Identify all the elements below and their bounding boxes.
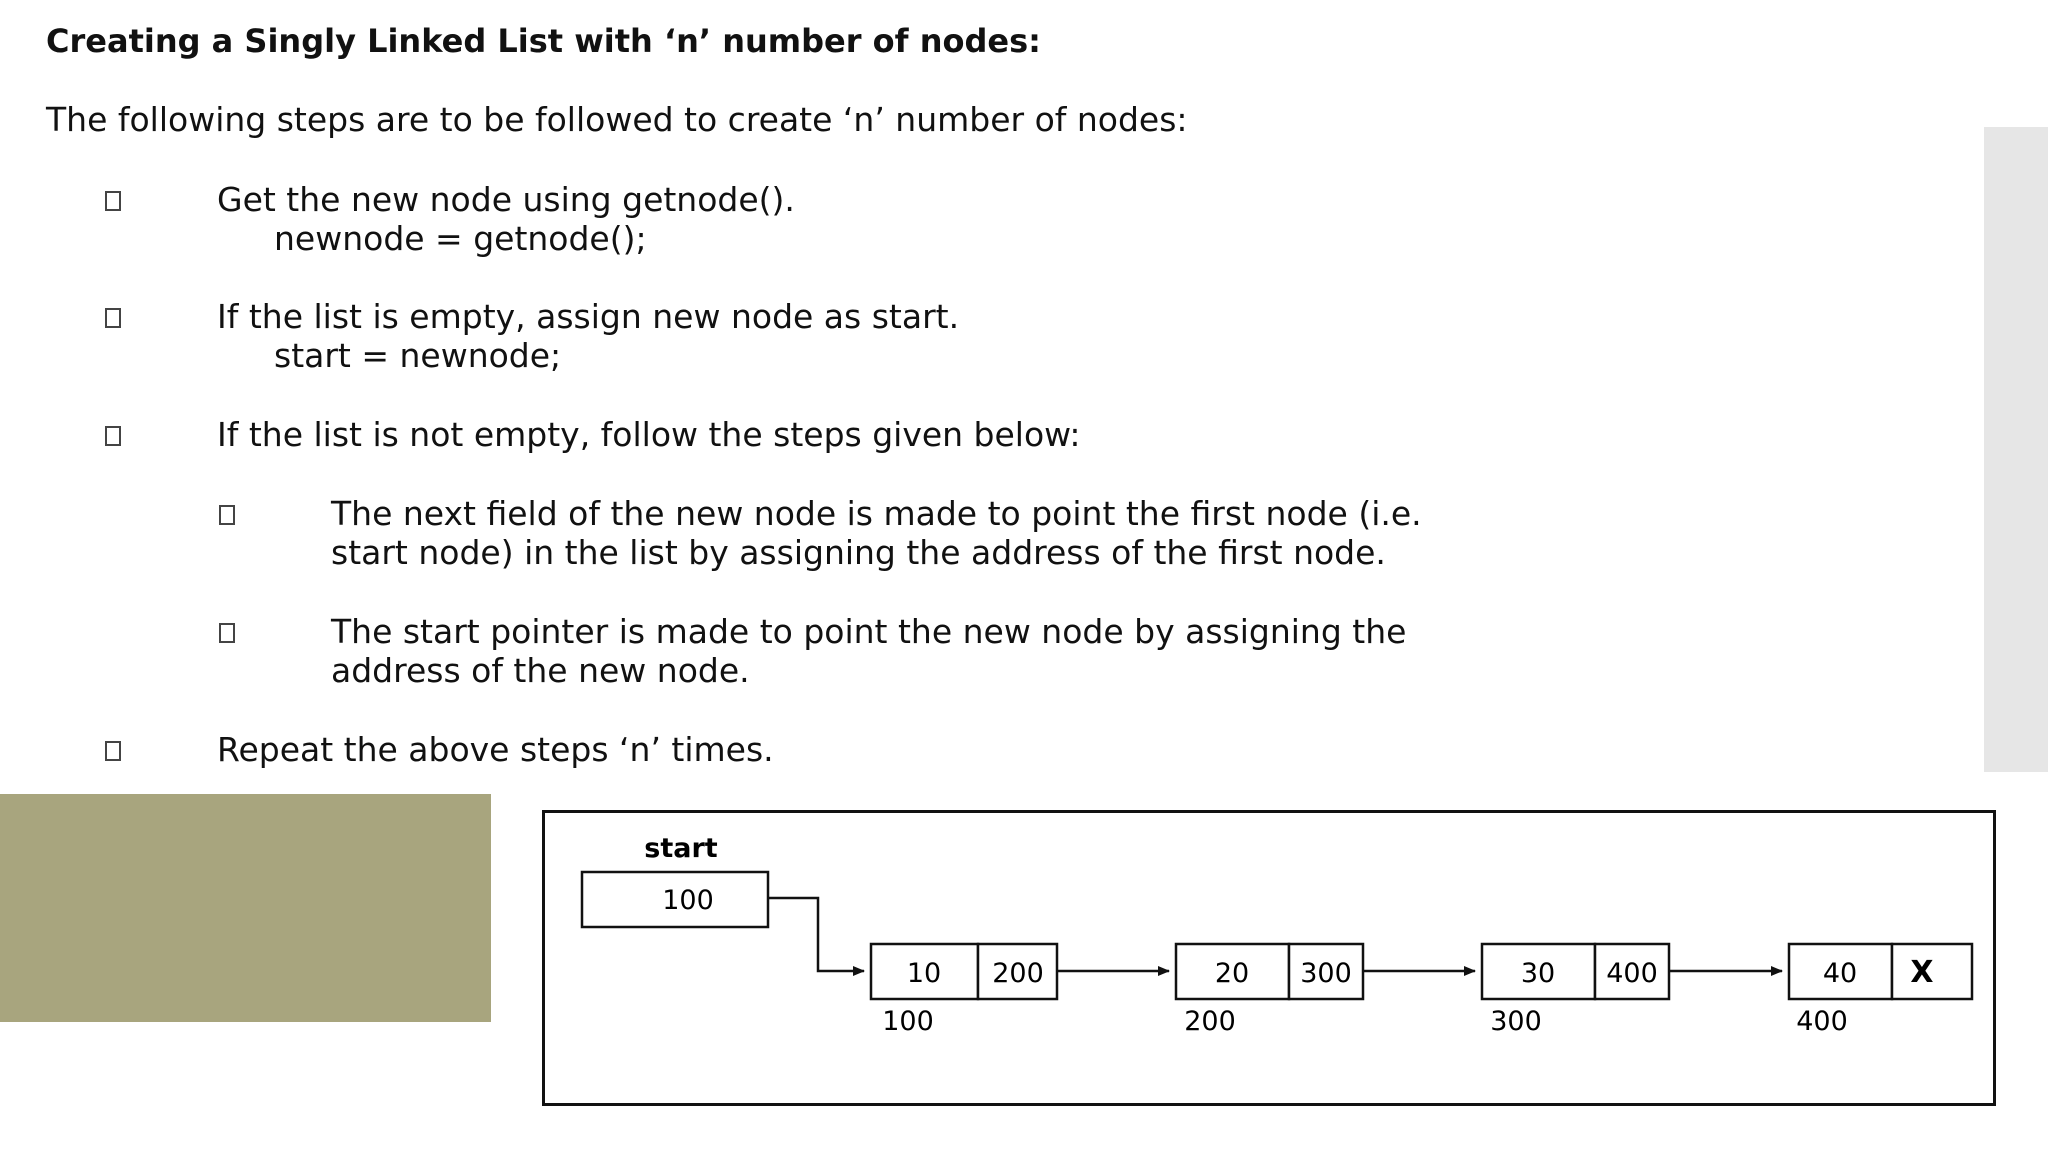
- bullet-box: [105, 426, 121, 446]
- node-address: 300: [1490, 1006, 1542, 1037]
- start-connector: [768, 898, 864, 971]
- node-next-value: 300: [1300, 958, 1352, 989]
- bullet-box: [105, 308, 121, 328]
- substep-2-line-1: The start pointer is made to point the new node by assigning the: [331, 612, 1407, 651]
- step-2-text: If the list is empty, assign new node as start.: [217, 297, 960, 336]
- sub-bullet-box: [219, 505, 235, 525]
- node-address: 100: [882, 1006, 934, 1037]
- sub-bullet-box: [219, 623, 235, 643]
- step-2-code: start = newnode;: [274, 336, 562, 375]
- node-data-value: 30: [1520, 958, 1556, 989]
- start-label: start: [644, 833, 718, 864]
- side-panel: [1984, 127, 2048, 772]
- node-data-value: 40: [1822, 958, 1858, 989]
- step-1-text: Get the new node using getnode().: [217, 180, 795, 219]
- bullet-box: [105, 191, 121, 211]
- node-data-value: 20: [1214, 958, 1250, 989]
- node-next-value: 200: [992, 958, 1044, 989]
- page-title: Creating a Singly Linked List with ‘n’ number of nodes:: [46, 22, 1041, 60]
- bullet-box: [105, 741, 121, 761]
- intro-text: The following steps are to be followed to create ‘n’ number of nodes:: [46, 100, 1188, 139]
- step-4-text: Repeat the above steps ‘n’ times.: [217, 730, 774, 769]
- node-address: 200: [1184, 1006, 1236, 1037]
- step-1-code: newnode = getnode();: [274, 219, 647, 258]
- substep-2-line-2: address of the new node.: [331, 651, 750, 690]
- decorative-block: [0, 794, 491, 1022]
- node-null-marker: X: [1910, 955, 1934, 990]
- step-3-text: If the list is not empty, follow the steps given below:: [217, 415, 1081, 454]
- linked-list-diagram: [542, 810, 1996, 1106]
- substep-1-line-1: The next field of the new node is made to point the first node (i.e.: [331, 494, 1422, 533]
- node-data-value: 10: [906, 958, 942, 989]
- node-next-value: 400: [1606, 958, 1658, 989]
- substep-1-line-2: start node) in the list by assigning the address of the first node.: [331, 533, 1386, 572]
- start-pointer-value: 100: [662, 885, 714, 916]
- node-address: 400: [1796, 1006, 1848, 1037]
